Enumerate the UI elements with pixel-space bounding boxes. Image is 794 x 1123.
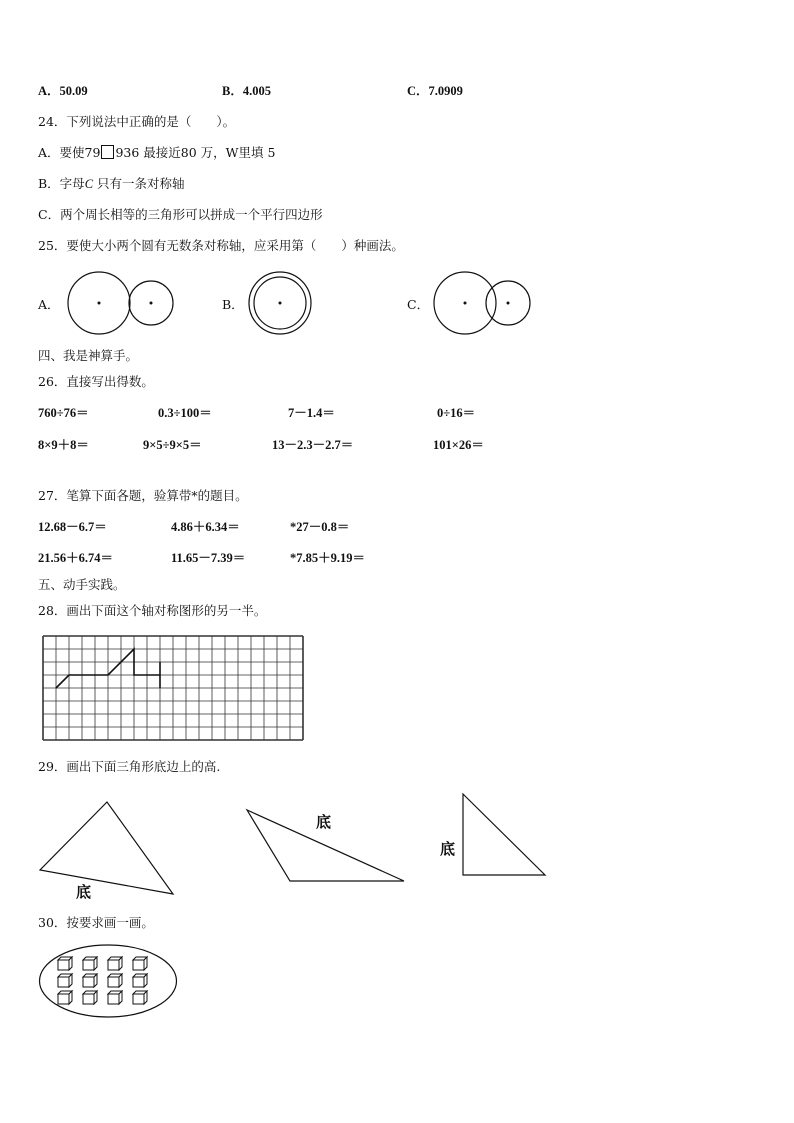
- cube-icon: [58, 974, 72, 987]
- q26-item: 101×26＝: [433, 438, 484, 452]
- q29-base-label-3: 底: [440, 840, 456, 858]
- q27-stem: 27．笔算下面各题，验算带*的题目。: [38, 488, 248, 503]
- triangle-1: [40, 802, 173, 894]
- q28-grid: [41, 634, 308, 745]
- q25-stem: 25．要使大小两个圆有无数条对称轴，应采用第（ ）种画法。: [38, 238, 404, 253]
- q26-item: 0.3÷100＝: [158, 406, 212, 420]
- cube-icon: [108, 957, 122, 970]
- q26-item: 760÷76＝: [38, 406, 89, 420]
- q24-option-c: C．两个周长相等的三角形可以拼成一个平行四边形: [38, 207, 323, 222]
- q27-item: 12.68－6.7＝: [38, 520, 107, 534]
- q24-option-a-post: 936 最接近80 万，W里填 5: [115, 145, 276, 160]
- q23-option-c: C．7.0909: [407, 84, 463, 98]
- q26-item: 13－2.3－2.7＝: [272, 438, 354, 452]
- q26-item: 0÷16＝: [437, 406, 476, 420]
- section-4-heading: 四、我是神算手。: [38, 348, 139, 363]
- q24-option-a-pre: A．要使79: [38, 145, 101, 160]
- cube-icon: [108, 991, 122, 1004]
- cube-icon: [83, 974, 97, 987]
- q24-option-b-pre: B．字母: [38, 176, 85, 191]
- q27-item: 4.86＋6.34＝: [171, 520, 240, 534]
- cube-icon: [58, 957, 72, 970]
- q27-item: 21.56＋6.74＝: [38, 551, 114, 565]
- cube-icon: [108, 974, 122, 987]
- q30-stem: 30．按要求画一画。: [38, 915, 154, 930]
- cube-icon: [133, 957, 147, 970]
- q25-label-c: C．: [407, 297, 430, 312]
- q27-item: *7.85＋9.19＝: [290, 551, 366, 565]
- q23-option-a: A．50.09: [38, 84, 88, 98]
- q24-stem: 24．下列说法中正确的是（ ）。: [38, 114, 236, 129]
- q25-circle-figures: [0, 0, 794, 360]
- q27-item: 11.65－7.39＝: [171, 551, 246, 565]
- q25-label-a: A．: [38, 297, 60, 312]
- q25-label-b: B．: [222, 297, 244, 312]
- q26-item: 9×5÷9×5＝: [143, 438, 202, 452]
- q29-base-label-2: 底: [316, 813, 332, 831]
- cube-icon: [83, 957, 97, 970]
- q28-stem: 28．画出下面这个轴对称图形的另一半。: [38, 603, 267, 618]
- q26-stem: 26．直接写出得数。: [38, 374, 154, 389]
- q29-triangles: [0, 780, 794, 900]
- q24-option-b-post: 只有一条对称轴: [93, 176, 185, 191]
- q26-item: 8×9＋8＝: [38, 438, 89, 452]
- triangle-3: [463, 794, 545, 875]
- q23-option-b: B．4.005: [222, 84, 271, 98]
- q24-option-b-letter: C: [84, 177, 94, 191]
- q29-base-label-1: 底: [76, 883, 92, 901]
- cube-icon: [83, 991, 97, 1004]
- cube-icon: [133, 974, 147, 987]
- cube-icon: [133, 991, 147, 1004]
- q29-stem: 29．画出下面三角形底边上的高.: [38, 759, 221, 774]
- q26-item: 7－1.4＝: [288, 406, 335, 420]
- q27-item: *27－0.8＝: [290, 520, 350, 534]
- section-5-heading: 五、动手实践。: [38, 577, 126, 592]
- cube-icon: [58, 991, 72, 1004]
- q30-oval-with-cubes: [38, 943, 180, 1019]
